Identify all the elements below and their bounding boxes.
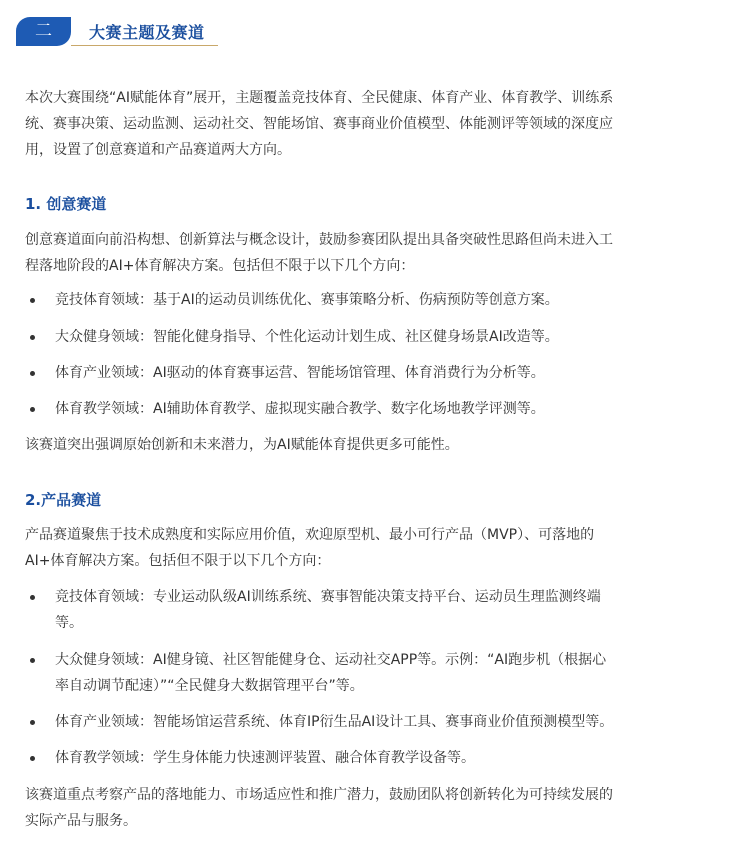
bullet-dot bbox=[30, 335, 35, 340]
description-line: 产品赛道聚焦于技术成熟度和实际应用价值，欢迎原型机、最小可行产品（MVP）、可落地的 bbox=[25, 527, 595, 543]
summary-line: 该赛道突出强调原始创新和未来潜力，为AI赋能体育提供更多可能性。 bbox=[25, 437, 459, 453]
bullet-dot bbox=[30, 658, 35, 663]
list-item-text: 竞技体育领域：专业运动队级AI训练系统、赛事智能决策支持平台、运动员生理监测终端 bbox=[55, 589, 601, 605]
list-item-text: 竞技体育领域：基于AI的运动员训练优化、赛事策略分析、伤病预防等创意方案。 bbox=[55, 292, 559, 308]
list-item-text: 体育产业领域：智能场馆运营系统、体育IP衍生品AI设计工具、赛事商业价值预测模型等。 bbox=[55, 714, 614, 730]
description-line: AI+体育解决方案。包括但不限于以下几个方向： bbox=[25, 553, 331, 569]
bullet-dot bbox=[30, 720, 35, 725]
list-item-text: 大众健身领域：智能化健身指导、个性化运动计划生成、社区健身场景AI改造等。 bbox=[55, 329, 559, 345]
bullet-dot bbox=[30, 595, 35, 600]
intro-line: 本次大赛围绕“AI赋能体育”展开，主题覆盖竞技体育、全民健康、体育产业、体育教学、训练系 bbox=[25, 90, 614, 106]
list-item-text: 体育产业领域：AI驱动的体育赛事运营、智能场馆管理、体育消费行为分析等。 bbox=[55, 365, 545, 381]
description-line: 程落地阶段的AI+体育解决方案。包括但不限于以下几个方向： bbox=[25, 258, 415, 274]
bullet-dot bbox=[30, 298, 35, 303]
summary-line: 该赛道重点考察产品的落地能力、市场适应性和推广潜力，鼓励团队将创新转化为可持续发展的 bbox=[25, 787, 613, 803]
intro-paragraph bbox=[25, 85, 685, 163]
creative-track-description bbox=[25, 227, 685, 279]
intro-line: 统、赛事决策、运动监测、运动社交、智能场馆、赛事商业价值模型、体能测评等领域的深度应 bbox=[25, 116, 613, 132]
list-item-text: 率自动调节配速）”“全民健身大数据管理平台”等。 bbox=[55, 678, 364, 694]
section-header bbox=[16, 17, 218, 47]
product-track-heading: 2.产品赛道 bbox=[25, 491, 102, 509]
list-item-text: 大众健身领域：AI健身镜、社区智能健身仓、运动社交APP等。示例：“AI跑步机（根据心 bbox=[55, 652, 607, 668]
creative-track-summary bbox=[25, 432, 685, 458]
section-number-badge: 二 bbox=[16, 17, 71, 46]
bullet-dot bbox=[30, 407, 35, 412]
title-underline bbox=[71, 45, 218, 46]
list-item-text: 体育教学领域：学生身体能力快速测评装置、融合体育教学设备等。 bbox=[55, 750, 475, 766]
product-track-description bbox=[25, 522, 685, 574]
summary-line: 实际产品与服务。 bbox=[25, 813, 137, 829]
list-item-text: 体育教学领域：AI辅助体育教学、虚拟现实融合教学、数字化场地教学评测等。 bbox=[55, 401, 545, 417]
creative-track-heading: 1. 创意赛道 bbox=[25, 195, 107, 213]
intro-line: 用，设置了创意赛道和产品赛道两大方向。 bbox=[25, 142, 291, 158]
product-track-summary bbox=[25, 782, 685, 834]
list-item-text: 等。 bbox=[55, 615, 83, 631]
description-line: 创意赛道面向前沿构想、创新算法与概念设计，鼓励参赛团队提出具备突破性思路但尚未进入工 bbox=[25, 232, 613, 248]
bullet-dot bbox=[30, 371, 35, 376]
bullet-dot bbox=[30, 756, 35, 761]
section-title: 大赛主题及赛道 bbox=[89, 23, 205, 42]
